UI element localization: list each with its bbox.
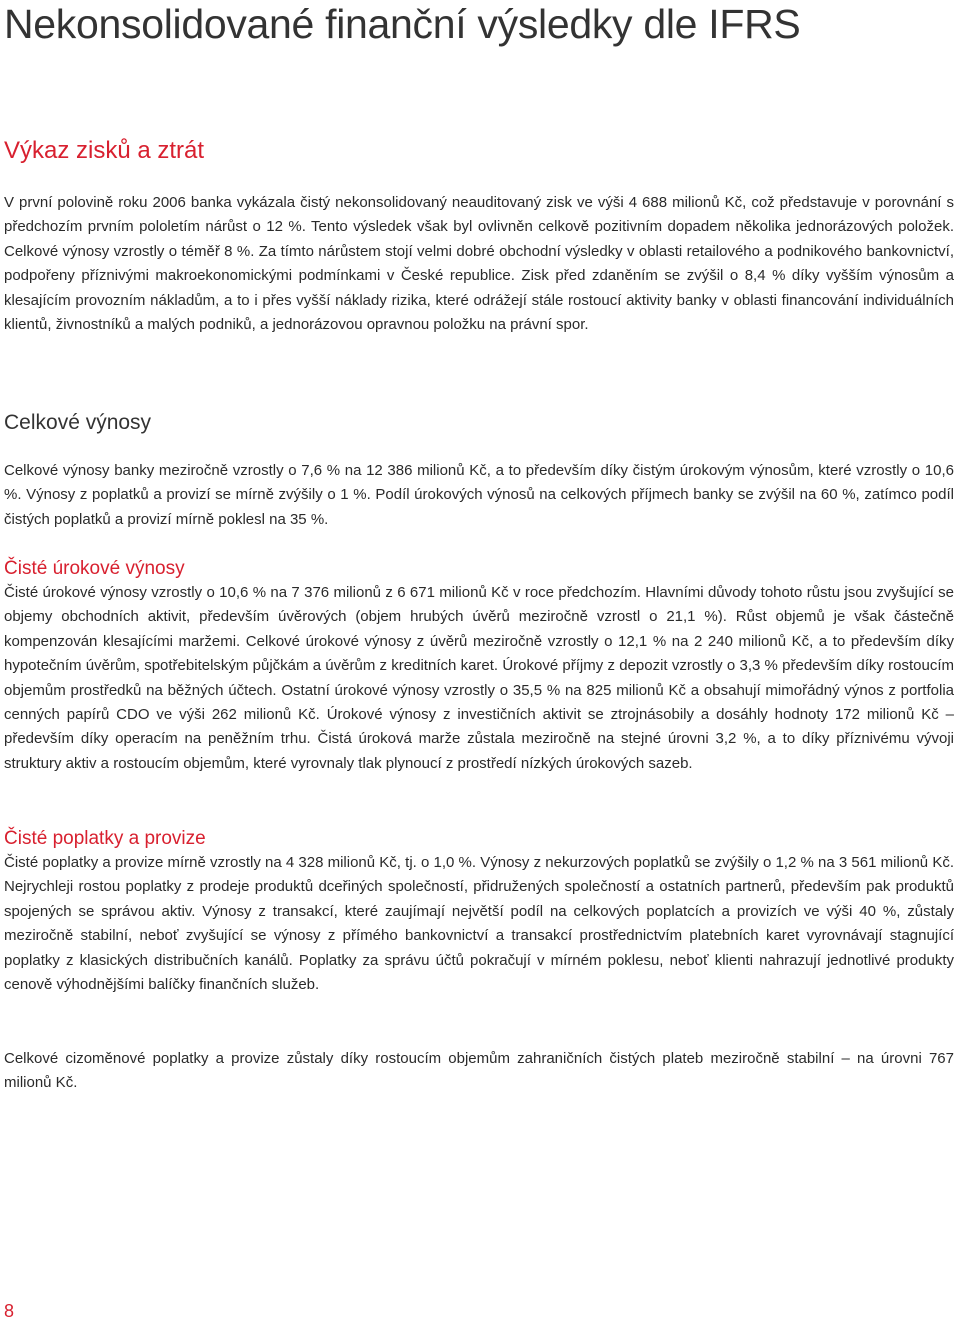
page-title: Nekonsolidované finanční výsledky dle IFRS (4, 1, 801, 47)
net-fees-paragraph-1: Čisté poplatky a provize mírně vzrostly na 4 328 milionů Kč, tj. o 1,0 %. Výnosy z nekurzových poplatků se zvýšily o 1,2 % na 3 561 milionů Kč. Nejrychleji rostou poplatky z prodeje produktů dceřiných společností, přidružených společností a ostatních partnerů, především pak produktů spojených se správou aktiv. Výnosy z transakcí, které zaujímají největší podíl na celkových poplatcích a provizích ve výši 40 %, zůstaly meziročně stabilní, neboť zvyšující se výnosy z přímého bankovnictví a transakcí prostřednictvím platebních karet vyrovnávají stagnující poplatky z klasických distribučních kanálů. Poplatky za správu účtů pokračují v mírném poklesu, neboť klienti nahrazují jednotlivé produkty cenově výhodnějšími balíčky finančních služeb. (4, 854, 954, 994)
section-heading-net-fees: Čisté poplatky a provize (4, 828, 206, 849)
section-heading-total-revenues: Celkové výnosy (4, 411, 152, 434)
page-number: 8 (4, 1301, 15, 1321)
section-heading-income-statement: Výkaz zisků a ztrát (4, 137, 205, 164)
net-fees-paragraph-2: Celkové cizoměnové poplatky a provize zůstaly díky rostoucím objemům zahraničních čistých plateb meziročně stabilní – na úrovni 767 milionů Kč. (4, 1050, 954, 1092)
total-revenues-paragraph: Celkové výnosy banky meziročně vzrostly o 7,6 % na 12 386 milionů Kč, a to především díky čistým úrokovým výnosům, které vzrostly o 10,6 %. Výnosy z poplatků a provizí se mírně zvýšily o 1 %. Podíl úrokových výnosů na celkových příjmech banky se zvýšil na 60 %, zatímco podíl čistých poplatků a provizí mírně poklesl na 35 %. (4, 462, 954, 528)
income-statement-paragraph: V první polovině roku 2006 banka vykázala čistý nekonsolidovaný neauditovaný zisk ve výši 4 688 milionů Kč, což představuje v porovnání s předchozím prvním pololetím nárůst o 12 %. Tento výsledek však byl ovlivněn celkově pozitivním dopadem několika jednorázových položek. Celkové výnosy vzrostly o téměř 8 %. Za tímto nárůstem stojí velmi dobré obchodní výsledky v oblasti retailového a podnikového bankovnictví, podpořeny příznivými makroekonomickými podmínkami v České republice. Zisk před zdaněním se zvýšil o 8,4 % díky vyšším výnosům a klesajícím provozním nákladům, a to i přes vyšší náklady rizika, které odrážejí stále rostoucí aktivity banky v oblasti financování individuálních klientů, živnostníků a malých podniků, a jednorázovou opravnou položku na právní spor. (4, 194, 954, 334)
net-interest-income-paragraph: Čisté úrokové výnosy vzrostly o 10,6 % na 7 376 milionů z 6 671 milionů Kč v roce předchozím. Hlavními důvody tohoto růstu jsou zvyšující se objemy obchodních aktivit, především úvěrových (objem hrubých úvěrů meziročně vzrostl o 21,1 %). Růst objemů je však částečně kompenzován klesajícími maržemi. Celkové úrokové výnosy z úvěrů meziročně vzrostly o 12,1 % na 2 240 milionů Kč, a to především díky hypotečním úvěrům, spotřebitelským půjčkám a úvěrům z kreditních karet. Úrokové příjmy z depozit vzrostly o 3,3 % především díky rostoucím objemům prostředků na běžných účtech. Ostatní úrokové výnosy vzrostly o 35,5 % na 825 milionů Kč a obsahují mimořádný výnos z portfolia cenných papírů CDO ve výši 262 milionů Kč. Úrokové výnosy z investičních aktivit se ztrojnásobily a dosáhly hodnoty 172 milionů Kč – především díky operacím na peněžním trhu. Čistá úroková marže zůstala meziročně na stejné úrovni 3,2 %, a to díky příznivému vývoji struktury aktiv a rostoucím objemům, které vyrovnaly tlak plynoucí z prostředí nízkých úrokových sazeb. (4, 584, 954, 772)
section-heading-net-interest-income: Čisté úrokové výnosy (4, 558, 185, 579)
